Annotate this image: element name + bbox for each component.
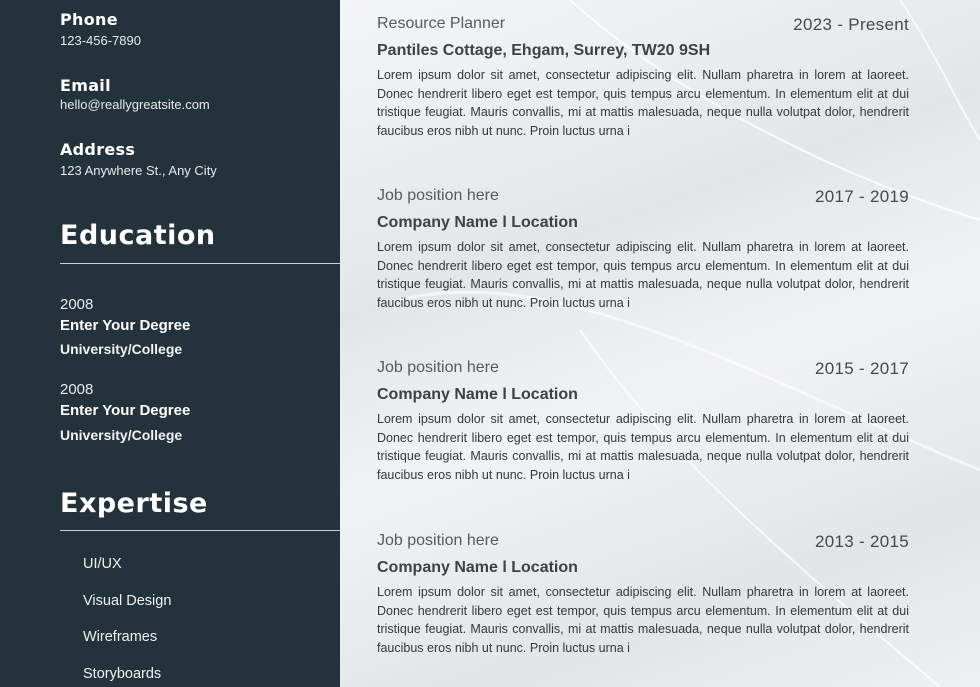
email-label: Email	[60, 76, 111, 95]
experience-entry	[377, 15, 909, 140]
job-description: Lorem ipsum dolor sit amet, consectetur adipiscing elit. Nullam pharetra in lorem at laoreet. Donec hendrerit libero eget est tempor, quis tempus arcu elementum. In elementum elit at dui tristique feugiat. Mauris convallis, mi at mattis malesuada, neque nulla volutpat dolor, hendrerit faucibus eros nibh ut nunc. Proin luctus urna i	[377, 240, 909, 310]
job-title: Job position here	[377, 187, 499, 204]
expertise-item: Visual Design	[83, 593, 172, 609]
job-company: Company Name l Location	[377, 559, 578, 576]
experience-entry	[377, 532, 909, 657]
job-description: Lorem ipsum dolor sit amet, consectetur adipiscing elit. Nullam pharetra in lorem at laoreet. Donec hendrerit libero eget est tempor, quis tempus arcu elementum. In elementum elit at dui tristique feugiat. Mauris convallis, mi at mattis malesuada, neque nulla volutpat dolor, hendrerit faucibus eros nibh ut nunc. Proin luctus urna i	[377, 68, 909, 138]
education-divider	[60, 263, 340, 264]
address-label: Address	[60, 140, 136, 159]
job-dates: 2023 - Present	[793, 15, 909, 34]
experience-entry	[377, 359, 909, 484]
expertise-item: Wireframes	[83, 629, 158, 645]
phone-label: Phone	[60, 10, 118, 29]
education-heading: Education	[60, 220, 216, 251]
phone-value: 123-456-7890	[60, 33, 141, 48]
expertise-item: Storyboards	[83, 666, 162, 682]
job-description: Lorem ipsum dolor sit amet, consectetur adipiscing elit. Nullam pharetra in lorem at laoreet. Donec hendrerit libero eget est tempor, quis tempus arcu elementum. In elementum elit at dui tristique feugiat. Mauris convallis, mi at mattis malesuada, neque nulla volutpat dolor, hendrerit faucibus eros nibh ut nunc. Proin luctus urna i	[377, 585, 909, 655]
education-degree: Enter Your Degree	[60, 402, 191, 419]
job-dates: 2017 - 2019	[814, 187, 909, 206]
job-company: Company Name l Location	[377, 214, 578, 231]
education-year: 2008	[60, 381, 94, 398]
job-company: Pantiles Cottage, Ehgam, Surrey, TW20 9SH	[377, 42, 711, 59]
job-description: Lorem ipsum dolor sit amet, consectetur adipiscing elit. Nullam pharetra in lorem at laoreet. Donec hendrerit libero eget est tempor, quis tempus arcu elementum. In elementum elit at dui tristique feugiat. Mauris convallis, mi at mattis malesuada, neque nulla volutpat dolor, hendrerit faucibus eros nibh ut nunc. Proin luctus urna i	[377, 412, 909, 482]
expertise-heading: Expertise	[60, 488, 208, 519]
job-title: Job position here	[377, 359, 499, 376]
experience-panel	[340, 0, 980, 687]
education-degree: Enter Your Degree	[60, 317, 191, 334]
job-company: Company Name l Location	[377, 386, 578, 403]
job-dates: 2015 - 2017	[814, 359, 909, 378]
expertise-divider	[60, 530, 340, 531]
education-year: 2008	[60, 296, 94, 313]
job-title: Resource Planner	[377, 15, 506, 32]
job-title: Job position here	[377, 532, 499, 549]
job-dates: 2013 - 2015	[814, 532, 909, 551]
address-value: 123 Anywhere St., Any City	[60, 163, 217, 178]
education-school: University/College	[60, 427, 183, 443]
experience-entry	[377, 187, 909, 312]
email-value: hello@reallygreatsite.com	[60, 97, 210, 112]
sidebar	[0, 0, 340, 687]
education-school: University/College	[60, 341, 183, 357]
expertise-item: UI/UX	[83, 556, 122, 572]
